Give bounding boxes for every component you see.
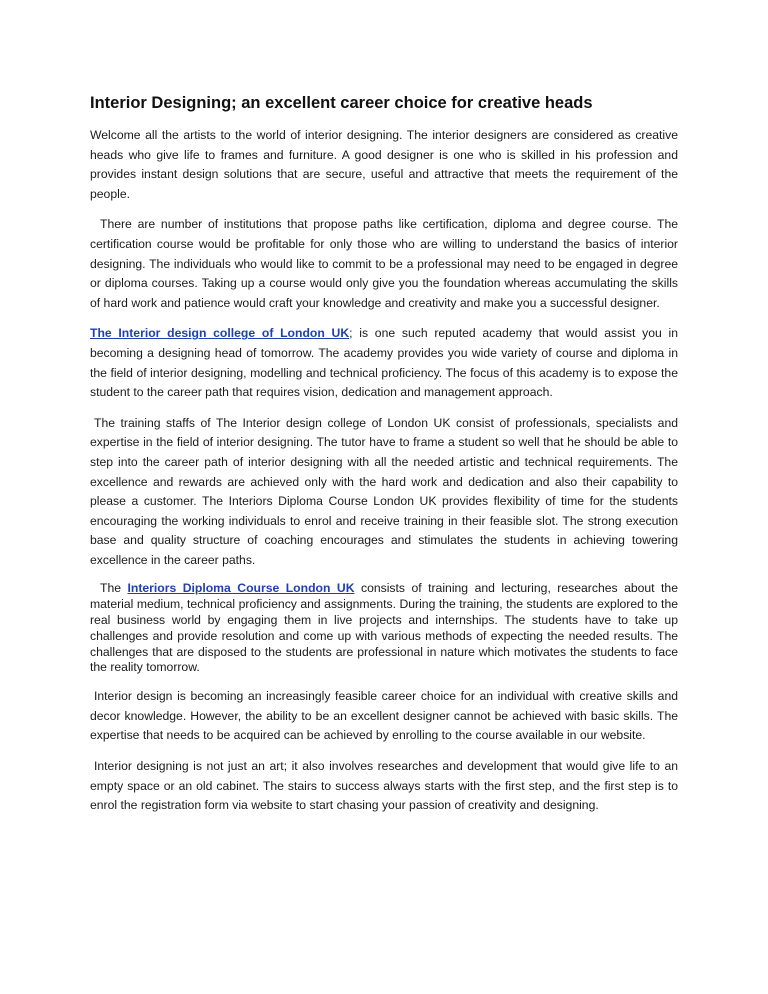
- paragraph-career-choice: Interior design is becoming an increasingly feasible career choice for an individual with creative skills and decor knowledge. However, the ability to be an excellent designer cannot be achieved with basic skills. The expertise that needs to be acquired can be achieved by enrolling to the course available in our website.: [90, 689, 678, 743]
- college-link[interactable]: The Interior design college of London UK: [90, 326, 350, 341]
- diploma-course-link[interactable]: Interiors Diploma Course London UK: [127, 581, 355, 596]
- page-title: Interior Designing; an excellent career choice for creative heads: [90, 94, 593, 112]
- paragraph-training-staff: The training staffs of The Interior design college of London UK consist of professionals, specialists and expertise in the field of interior designing. The tutor have to frame a student so well that he should be able to step into the career path of interior designing with all the needed artistic and technical requirements. The excellence and rewards are achieved only with the hard work and dedication and also their capability to please a customer. The Interiors Diploma Course London UK provides flexibility of time for the students encouraging the working individuals to enrol and receive training in their feasible slot. The strong execution base and quality structure of coaching encourages and stimulates the students in achieving towering excellence in the career paths.: [90, 415, 678, 567]
- paragraph-academy-text: ; is one such reputed academy that would assist you in becoming a designing head of tomorrow. The academy provides you wide variety of course and diploma in the field of interior designing, modelling and technical proficiency. The focus of this academy is to expose the student to the career path that requires vision, dedication and management approach.: [90, 326, 679, 400]
- paragraph-intro: Welcome all the artists to the world of interior designing. The interior designers are considered as creative heads who give life to frames and furniture. A good designer is one who is skilled in his profession and provides instant design solutions that are secure, useful and attractive that meets the requirement of the people.: [90, 128, 678, 201]
- paragraph-institutions: There are number of institutions that propose paths like certification, diploma and degree course. The certification course would be profitable for only those who are willing to understand the basics of interior designing. The individuals who would like to commit to be a professional may need to be engaged in degree or diploma courses. Taking up a course would only give you the foundation whereas accumulating the skills of hard work and patience would craft your knowledge and creativity and make you a successful designer.: [90, 217, 678, 310]
- paragraph-academy: [90, 324, 678, 402]
- paragraph-diploma-prefix: The: [100, 581, 128, 596]
- paragraph-diploma-text: consists of training and lecturing, researches about the material medium, technical proficiency and assignments. During the training, the students are explored to the real business world by engaging them in live projects and internships. The students have to take up challenges and provide resolution and come up with various methods of expecting the needed results. The challenges that are disposed to the students are professional in nature which motivates the students to face the reality tomorrow.: [90, 581, 678, 675]
- paragraph-diploma-course: [90, 581, 678, 676]
- paragraph-closing: Interior designing is not just an art; it also involves researches and development that would give life to an empty space or an old cabinet. The stairs to success always starts with the first step, and the first step is to enrol the registration form via website to start chasing your passion of creativity and designing.: [90, 759, 678, 813]
- document-page: [90, 92, 678, 827]
